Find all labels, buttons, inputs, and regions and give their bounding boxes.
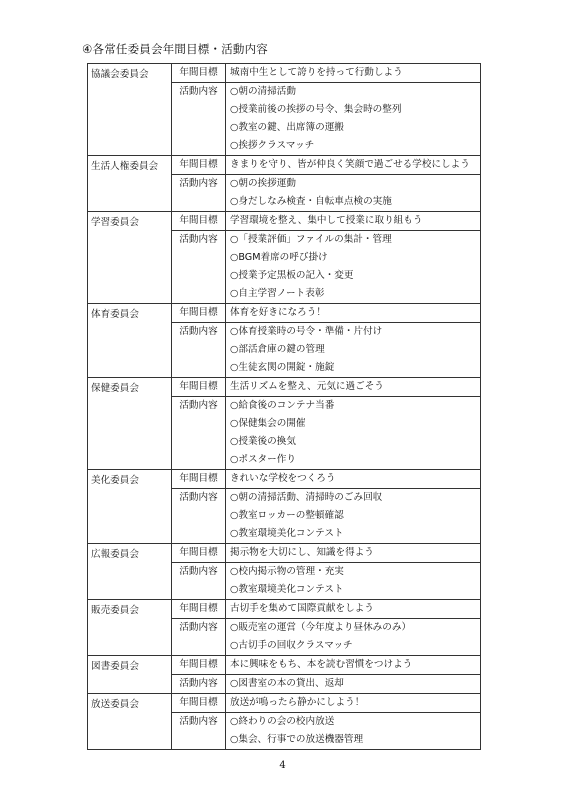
- activity-list: [226, 323, 481, 378]
- committee-goal: 城南中生として誇りを持って行動しよう: [226, 64, 481, 83]
- committee-name: 放送委員会: [88, 694, 172, 750]
- activity-list: [226, 83, 481, 156]
- committee-goal-row: [88, 212, 481, 231]
- committee-goal: 本に興味をもち、本を読む習慣をつけよう: [226, 656, 481, 675]
- committee-goal-row: [88, 64, 481, 83]
- activity-label: 活動内容: [172, 489, 226, 544]
- activity-label: 活動内容: [172, 231, 226, 304]
- section-heading: ④各常任委員会年間目標・活動内容: [82, 42, 269, 56]
- committee-table: [87, 63, 481, 750]
- activity-item: ○BGM着席の呼び掛け: [230, 252, 328, 263]
- activity-item: ○図書室の本の貸出、返却: [230, 678, 344, 689]
- activity-item: ○朝の清掃活動: [230, 86, 296, 97]
- activity-item: ○「授業評価」ファイルの集計・管理: [230, 234, 392, 245]
- activity-label: 活動内容: [172, 563, 226, 600]
- goal-label: 年間目標: [172, 156, 226, 175]
- activity-label: 活動内容: [172, 83, 226, 156]
- activity-item: ○教室ロッカーの整頓確認: [230, 510, 344, 521]
- activity-label: 活動内容: [172, 175, 226, 212]
- goal-label: 年間目標: [172, 64, 226, 83]
- goal-label: 年間目標: [172, 656, 226, 675]
- activity-item: ○集会、行事での放送機器管理: [230, 734, 364, 745]
- activity-item: ○朝の挨拶運動: [230, 178, 296, 189]
- committee-goal: きまりを守り、皆が仲良く笑顔で過ごせる学校にしよう: [226, 156, 481, 175]
- committee-goal-row: [88, 378, 481, 397]
- goal-label: 年間目標: [172, 600, 226, 619]
- committee-goal: きれいな学校をつくろう: [226, 470, 481, 489]
- committee-goal: 体育を好きになろう！: [226, 304, 481, 323]
- activity-label: 活動内容: [172, 619, 226, 656]
- goal-label: 年間目標: [172, 694, 226, 713]
- activity-item: ○終わりの会の校内放送: [230, 716, 335, 727]
- committee-name: 協議会委員会: [88, 64, 172, 156]
- committee-name: 広報委員会: [88, 544, 172, 600]
- activity-list: [226, 175, 481, 212]
- activity-item: ○挨拶クラスマッチ: [230, 140, 315, 151]
- committee-table-body: [88, 64, 481, 750]
- committee-name: 販売委員会: [88, 600, 172, 656]
- activity-list: [226, 563, 481, 600]
- activity-item: ○古切手の回収クラスマッチ: [230, 640, 353, 651]
- goal-label: 年間目標: [172, 378, 226, 397]
- activity-item: ○授業前後の挨拶の号令、集会時の整列: [230, 104, 402, 115]
- activity-item: ○朝の清掃活動、清掃時のごみ回収: [230, 492, 383, 503]
- activity-list: [226, 231, 481, 304]
- goal-label: 年間目標: [172, 212, 226, 231]
- committee-goal-row: [88, 600, 481, 619]
- activity-list: [226, 619, 481, 656]
- page-number: 4: [279, 760, 286, 771]
- committee-goal-row: [88, 304, 481, 323]
- activity-list: [226, 675, 481, 694]
- activity-item: ○自主学習ノート表彰: [230, 288, 325, 299]
- activity-list: [226, 489, 481, 544]
- committee-name: 学習委員会: [88, 212, 172, 304]
- activity-item: ○保健集会の開催: [230, 418, 306, 429]
- activity-item: ○部活倉庫の鍵の管理: [230, 344, 325, 355]
- activity-item: ○給食後のコンテナ当番: [230, 400, 335, 411]
- committee-goal: 学習環境を整え、集中して授業に取り組もう: [226, 212, 481, 231]
- activity-item: ○校内掲示物の管理・充実: [230, 566, 344, 577]
- committee-goal: 掲示物を大切にし、知識を得よう: [226, 544, 481, 563]
- committee-name: 体育委員会: [88, 304, 172, 378]
- committee-goal: 生活リズムを整え、元気に過ごそう: [226, 378, 481, 397]
- committee-name: 図書委員会: [88, 656, 172, 694]
- goal-label: 年間目標: [172, 470, 226, 489]
- activity-item: ○ポスター作り: [230, 454, 296, 465]
- activity-label: 活動内容: [172, 397, 226, 470]
- activity-item: ○生徒玄関の開錠・施錠: [230, 362, 335, 373]
- activity-label: 活動内容: [172, 713, 226, 750]
- activity-item: ○教室環境美化コンテスト: [230, 528, 344, 539]
- committee-goal-row: [88, 694, 481, 713]
- activity-item: ○販売室の運営（今年度より昼休みのみ）: [230, 622, 412, 633]
- activity-item: ○授業予定黒板の記入・変更: [230, 270, 354, 281]
- activity-list: [226, 713, 481, 750]
- activity-label: 活動内容: [172, 323, 226, 378]
- committee-goal-row: [88, 156, 481, 175]
- activity-item: ○教室の鍵、出席簿の運搬: [230, 122, 344, 133]
- activity-item: ○身だしなみ検査・自転車点検の実施: [230, 196, 392, 207]
- committee-name: 保健委員会: [88, 378, 172, 470]
- committee-name: 美化委員会: [88, 470, 172, 544]
- committee-goal-row: [88, 470, 481, 489]
- committee-goal-row: [88, 656, 481, 675]
- activity-item: ○授業後の換気: [230, 436, 296, 447]
- activity-item: ○体育授業時の号令・準備・片付け: [230, 326, 383, 337]
- committee-goal: 古切手を集めて国際貢献をしよう: [226, 600, 481, 619]
- goal-label: 年間目標: [172, 544, 226, 563]
- activity-item: ○教室環境美化コンテスト: [230, 584, 344, 595]
- committee-goal: 放送が鳴ったら静かにしよう！: [226, 694, 481, 713]
- activity-list: [226, 397, 481, 470]
- committee-goal-row: [88, 544, 481, 563]
- goal-label: 年間目標: [172, 304, 226, 323]
- committee-name: 生活人権委員会: [88, 156, 172, 212]
- activity-label: 活動内容: [172, 675, 226, 694]
